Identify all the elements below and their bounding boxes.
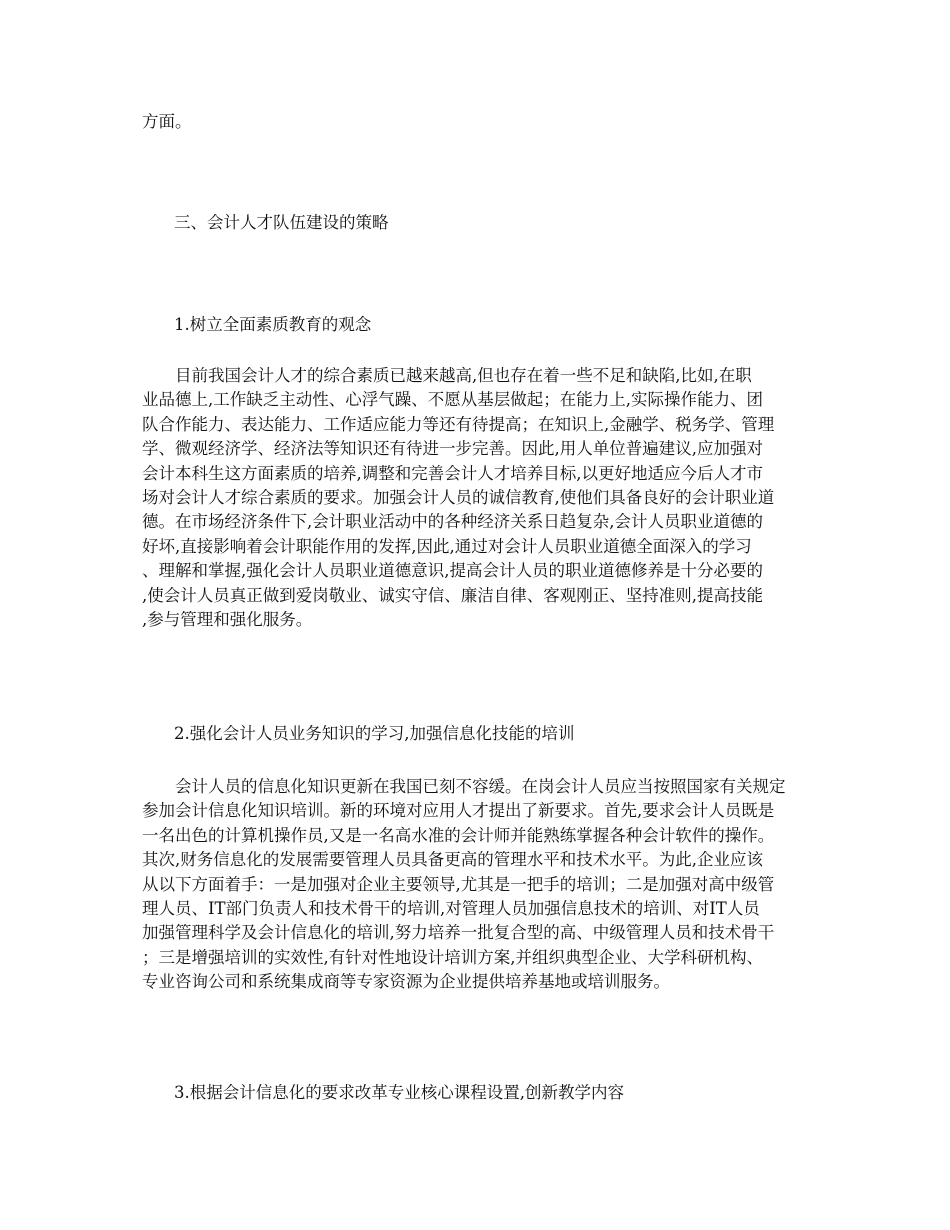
paragraph-line: 目前我国会计人才的综合素质已越来越高,但也存在着一些不足和缺陷,比如,在职 [175,366,752,385]
paragraph-line: 队合作能力、表达能力、工作适应能力等还有待提高；在知识上,金融学、税务学、管理 [142,414,775,434]
subsection-3-heading [174,1081,846,1105]
subsection-2-paragraph [142,775,814,995]
paragraph-line: 参加会计信息化知识培训。新的环境对应用人才提出了新要求。首先,要求会计人员既是 [142,801,775,821]
section-heading [174,211,846,235]
paragraph-line: 场对会计人才综合素质的要求。加强会计人员的诚信教育,使他们具备良好的会计职业道 [142,487,775,507]
subsection-heading-text: 2.强化会计人员业务知识的学习,加强信息化技能的培训 [174,724,575,743]
paragraph-line: 学、微观经济学、经济法等知识还有待进一步完善。因此,用人单位普遍建议,应加强对 [142,439,763,459]
subsection-2-heading [174,722,846,746]
paragraph-line: 一名出色的计算机操作员,又是一名高水准的会计师并能熟练掌握各种会计软件的操作。 [142,825,775,845]
paragraph-line: 从以下方面着手：一是加强对企业主要领导,尤其是一把手的培训；二是加强对高中级管 [142,874,775,894]
paragraph-line: ；三是增强培训的实效性,有针对性地设计培训方案,并组织典型企业、大学科研机构、 [142,947,763,967]
paragraph-line: 业品德上,工作缺乏主动性、心浮气躁、不愿从基层做起；在能力上,实际操作能力、团 [142,390,763,410]
paragraph-line: 好坏,直接影响着会计职能作用的发挥,因此,通过对会计人员职业道德全面深入的学习 [142,536,752,556]
subsection-1-paragraph [142,364,814,632]
paragraph-line: ,使会计人员真正做到爱岗敬业、诚实守信、廉洁自律、客观刚正、坚持准则,提高技能 [142,585,763,605]
paragraph-line: 、理解和掌握,强化会计人员职业道德意识,提高会计人员的职业道德修养是十分必要的 [142,561,763,581]
paragraph-line: 会计本科生这方面素质的培养,调整和完善会计人才培养目标,以更好地适应今后人才市 [142,463,763,483]
paragraph-line: 加强管理科学及会计信息化的培训,努力培养一批复合型的高、中级管理人员和技术骨干 [142,923,775,943]
paragraph-line: 理人员、IT部门负责人和技术骨干的培训,对管理人员加强信息技术的培训、对IT人员 [142,898,760,918]
paragraph-line: ,参与管理和强化服务。 [142,609,313,629]
intro-tail-paragraph [142,110,814,134]
paragraph-line: 会计人员的信息化知识更新在我国已刻不容缓。在岗会计人员应当按照国家有关规定 [175,777,786,796]
subsection-heading-text: 3.根据会计信息化的要求改革专业核心课程设置,创新教学内容 [174,1083,624,1102]
paragraph-line: 德。在市场经济条件下,会计职业活动中的各种经济关系日趋复杂,会计人员职业道德的 [142,512,763,532]
section-heading-text: 三、会计人才队伍建设的策略 [174,213,389,232]
paragraph-line: 其次,财务信息化的发展需要管理人员具备更高的管理水平和技术水平。为此,企业应该 [142,850,763,870]
subsection-heading-text: 1.树立全面素质教育的观念 [174,315,372,334]
paragraph-line: 专业咨询公司和系统集成商等专家资源为企业提供培养基地或培训服务。 [142,972,670,992]
paragraph-line: 方面。 [142,112,192,131]
subsection-1-heading [174,313,846,337]
